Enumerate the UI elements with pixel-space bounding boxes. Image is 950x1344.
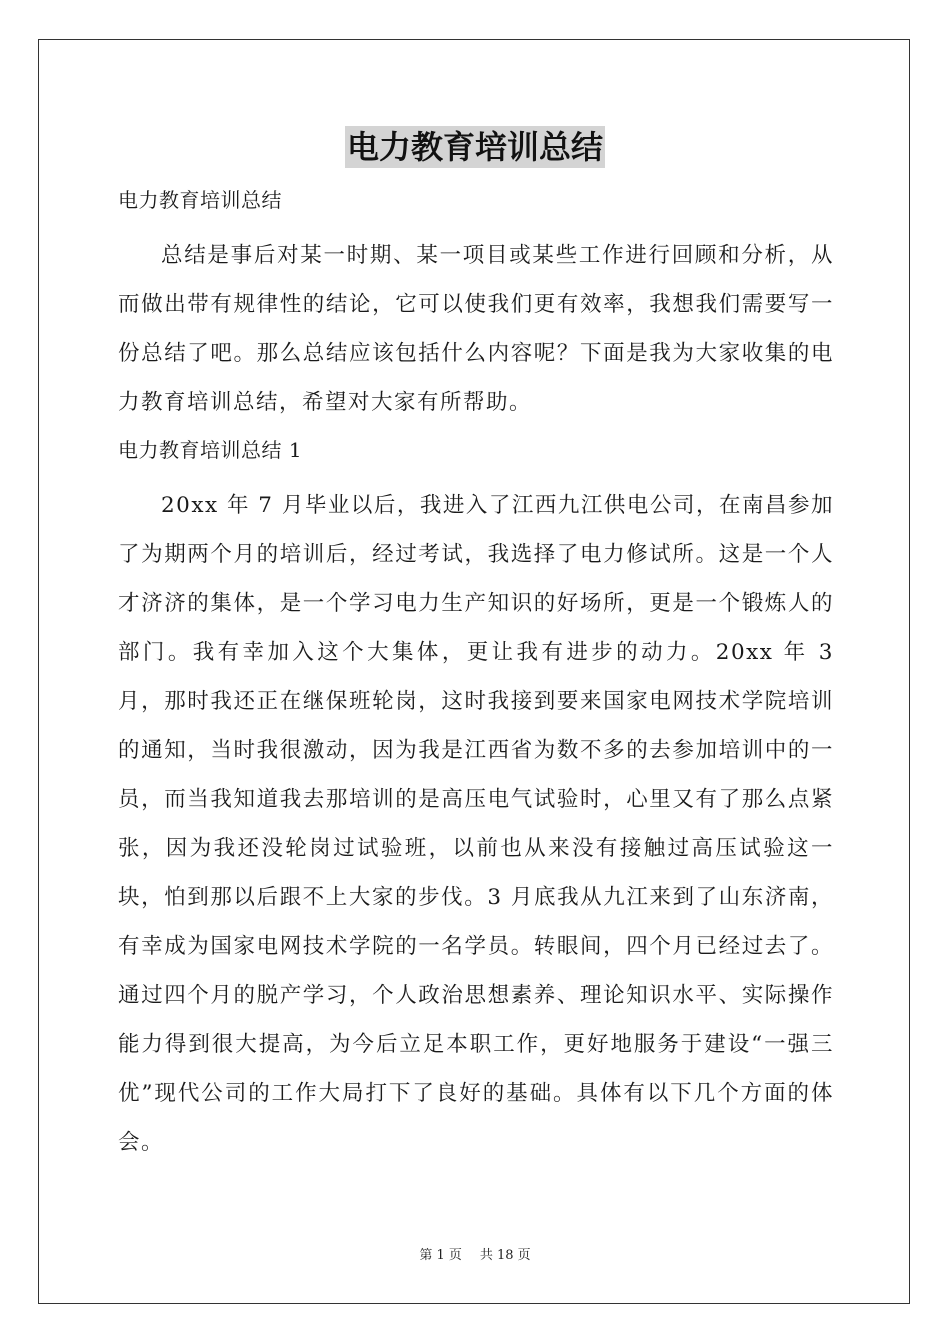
document-body	[118, 181, 834, 1167]
title-container	[0, 126, 950, 168]
section-heading: 电力教育培训总结 1	[118, 438, 303, 462]
document-title: 电力教育培训总结	[346, 128, 603, 166]
page-total: 共 18 页	[479, 1248, 531, 1263]
intro-paragraph: 总结是事后对某一时期、某一项目或某些工作进行回顾和分析，从而做出带有规律性的结论，它可以使我们更有效率，我想我们需要写一份总结了吧。那么总结应该包括什么内容呢？下面是我为大家收集的电力教育培训总结，希望对大家有所帮助。	[118, 243, 834, 415]
page-number: 第 1 页	[419, 1248, 462, 1263]
section-paragraph: 20xx 年 7 月毕业以后，我进入了江西九江供电公司，在南昌参加了为期两个月的培训后，经过考试，我选择了电力修试所。这是一个人才济济的集体，是一个学习电力生产知识的好场所，更是一个锻炼人的部门。我有幸加入这个大集体，更让我有进步的动力。20xx 年 3 月，那时我还正在继保班轮岗，这时我接到要来国家电网技术学院培训的通知，当时我很激动，因为我是江西省为数不多的去参加培训中的一员，而当我知道我去那培训的是高压电气试验时，心里又有了那么点紧张，因为我还没轮岗过试验班，以前也从来没有接触过高压试验这一块，怕到那以后跟不上大家的步伐。3 月底我从九江来到了山东济南，有幸成为国家电网技术学院的一名学员。转眼间，四个月已经过去了。通过四个月的脱产学习，个人政治思想素养、理论知识水平、实际操作能力得到很大提高，为今后立足本职工作，更好地服务于建设“一强三优”现代公司的工作大局打下了良好的基础。具体有以下几个方面的体会。	[118, 493, 834, 1155]
subtitle-line: 电力教育培训总结	[118, 188, 282, 212]
page-footer	[0, 1247, 950, 1265]
